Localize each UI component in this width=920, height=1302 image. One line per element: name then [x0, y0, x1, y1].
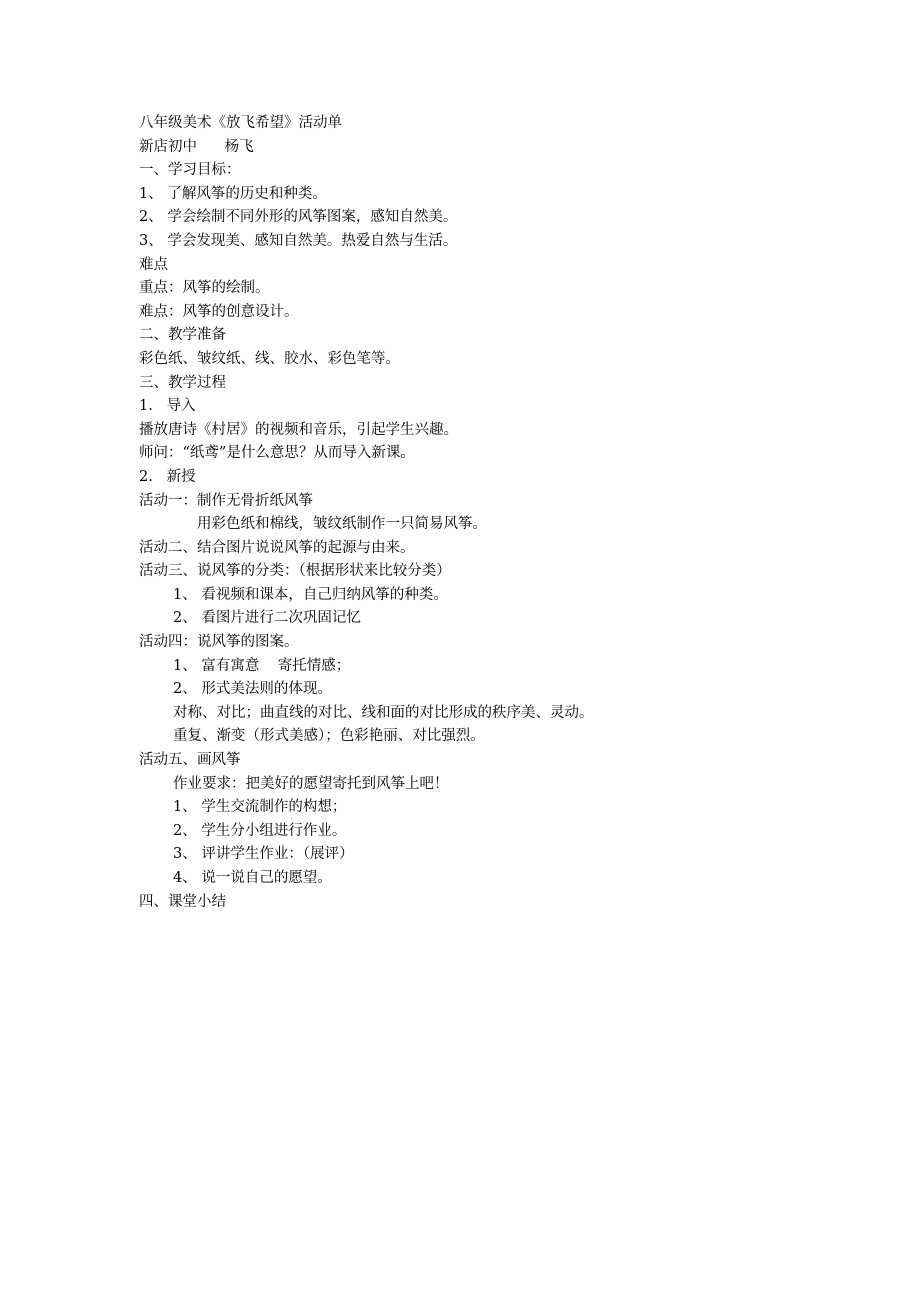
text-line: 1、 富有寓意 寄托情感；	[173, 657, 351, 674]
text-line: 师问：“纸鸢”是什么意思？从而导入新课。	[139, 445, 415, 462]
text-line: 1. 导入	[139, 398, 196, 415]
text-line: 1、 了解风筝的历史和种类。	[139, 185, 327, 202]
text-line: 重复、渐变（形式美感）；色彩艳丽、对比强烈。	[173, 728, 485, 745]
text-line: 2、 形式美法则的体现。	[173, 681, 332, 698]
text-line: 重点：风筝的绘制。	[139, 280, 270, 297]
document-body	[139, 112, 859, 914]
text-line: 对称、对比；曲直线的对比、线和面的对比形成的秩序美、灵动。	[173, 704, 594, 721]
text-line: 4、 说一说自己的愿望。	[173, 870, 332, 886]
text-line: 难点：风筝的创意设计。	[139, 303, 299, 320]
text-line: 活动四：说风筝的图案。	[139, 634, 299, 651]
text-line: 新店初中 杨飞	[139, 138, 254, 155]
text-line: 二、教学准备	[139, 327, 226, 344]
text-line: 活动五、画风筝	[139, 752, 241, 769]
text-line: 四、课堂小结	[139, 893, 226, 910]
text-line: 一、学习目标：	[139, 162, 241, 179]
text-line: 活动二、结合图片说说风筝的起源与由来。	[139, 539, 415, 556]
text-line: 1、 看视频和课本，自己归纳风筝的种类。	[173, 586, 448, 603]
text-line: 播放唐诗《村居》的视频和音乐，引起学生兴趣。	[139, 421, 458, 438]
document-title: 八年级美术《放飞希望》活动单	[139, 115, 342, 131]
text-line: 2、 学生分小组进行作业。	[173, 822, 347, 839]
text-line: 活动一：制作无骨折纸风筝	[139, 492, 313, 509]
text-line: 活动三、说风筝的分类：（根据形状来比较分类）	[139, 563, 451, 580]
text-line: 2、 学会绘制不同外形的风筝图案，感知自然美。	[139, 209, 458, 226]
text-line: 彩色纸、皱纹纸、线、胶水、彩色笔等。	[139, 350, 400, 367]
text-line: 难点	[139, 256, 168, 273]
text-line: 用彩色纸和棉线，皱纹纸制作一只简易风筝。	[197, 516, 487, 533]
text-line: 2、 看图片进行二次巩固记忆	[173, 610, 361, 627]
text-line: 作业要求：把美好的愿望寄托到风筝上吧！	[173, 775, 449, 792]
text-line: 3、 评讲学生作业：（展评）	[173, 846, 354, 863]
text-line: 三、教学过程	[139, 374, 226, 391]
text-line: 2. 新授	[139, 468, 196, 485]
text-line: 1、 学生交流制作的构想；	[173, 799, 347, 816]
text-line: 3、 学会发现美、感知自然美。热爱自然与生活。	[139, 232, 458, 249]
